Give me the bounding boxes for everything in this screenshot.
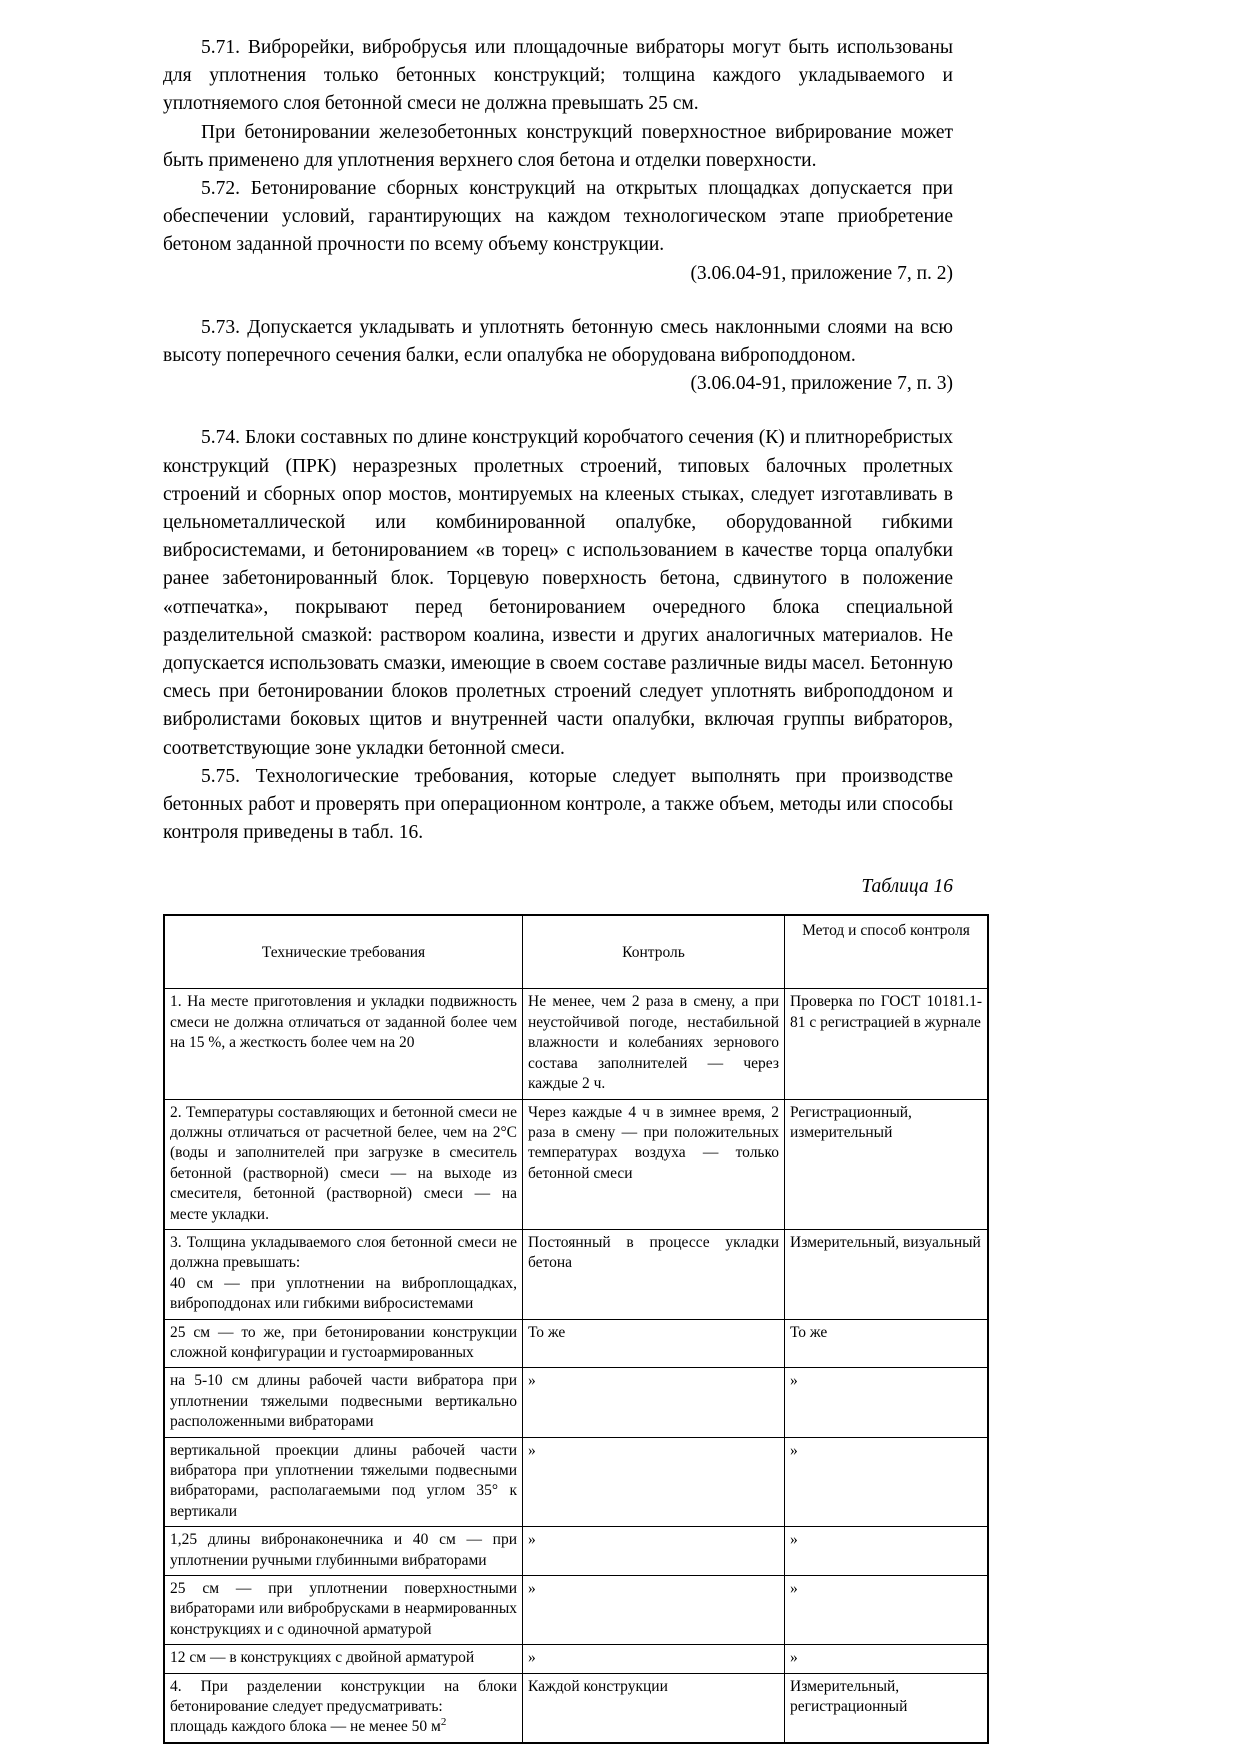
cell-method-ditto: »	[785, 1368, 989, 1437]
spacer-before-caption	[163, 847, 953, 873]
area-superscript: 2	[440, 1716, 447, 1729]
table-row	[164, 1527, 988, 1576]
cell-control: Не менее, чем 2 раза в смену, а при неустойчивой погоде, нестабильной влажности и колебаниях зернового состава заполнителей — через каждые 2 ч.	[523, 989, 785, 1099]
reference-citation-2: (3.06.04-91, приложение 7, п. 3)	[690, 373, 953, 395]
table-row	[164, 989, 988, 1099]
table-row	[164, 1576, 988, 1645]
cell-method-ditto: »	[785, 1527, 989, 1576]
cell-requirement: 3. Толщина укладываемого слоя бетонной смеси не должна превышать: 40 см — при уплотнении на виброплощадках, виброподдонах или гибкими вибросистемами	[164, 1229, 523, 1319]
cell-requirement: на 5-10 см длины рабочей части вибратора при уплотнении тяжелыми подвесными вертикально расположенными вибраторами	[164, 1368, 523, 1437]
cell-method-ditto: »	[785, 1437, 989, 1527]
cell-method: То же	[785, 1319, 989, 1368]
column-header-control: Контроль	[523, 915, 785, 989]
paragraph-5-75: 5.75. Технологические требования, которые следует выполнять при производстве бетонных работ и проверять при операционном контроле, а также объем, методы или способы контроля приведены в табл. 16.	[163, 765, 953, 844]
table-header-row	[164, 915, 988, 989]
cell-method: Регистрационный, измерительный	[785, 1099, 989, 1229]
cell-control-ditto: »	[523, 1645, 785, 1673]
cell-requirement: 1. На месте приготовления и укладки подвижность смеси не должна отличаться от заданной более чем на 15 %, а жесткость более чем на 20	[164, 989, 523, 1099]
table-header	[164, 915, 988, 989]
cell-method: Измерительный, визуальный	[785, 1229, 989, 1319]
cell-control: Постоянный в процессе укладки бетона	[523, 1229, 785, 1319]
table-row	[164, 1437, 988, 1527]
column-header-requirements: Технические требования	[164, 915, 523, 989]
paragraph-5-72: 5.72. Бетонирование сборных конструкций на открытых площадках допускается при обеспечении условий, гарантирующих на каждом технологическом этапе приобретение бетоном заданной прочности по всему объему конструкции.	[163, 178, 953, 256]
cell-requirement: вертикальной проекции длины рабочей части вибратора при уплотнении тяжелыми подвесными вибраторами, располагаемыми под углом 35° к вертикали	[164, 1437, 523, 1527]
cell-method: Измерительный, регистрационный	[785, 1673, 989, 1743]
cell-control: Через каждые 4 ч в зимнее время, 2 раза в смену — при положительных температурах воздуха — только бетонной смеси	[523, 1099, 785, 1229]
table-row	[164, 1673, 988, 1743]
requirement-area-text	[170, 1718, 446, 1735]
top-spacer	[163, 0, 953, 34]
spacer-after-reference-1	[163, 288, 953, 314]
cell-method-ditto: »	[785, 1645, 989, 1673]
table-row	[164, 1099, 988, 1229]
paragraph-5-74: 5.74. Блоки составных по длине конструкций коробчатого сечения (К) и плитноребристых конструкций (ПРК) неразрезных пролетных строений, типовых балочных пролетных строений и сборных опор мостов, монтируемых на клееных стыках, следует изготавливать в цельнометаллической или комбинированной опалубке, оборудованной гибкими вибросистемами, и бетонированием «в торец» с использованием в качестве торца опалубки ранее забетонированный блок. Торцевую поверхность бетона, сдвинутого в положение «отпечатка», покрывают перед бетонированием очередного блока специальной разделительной смазкой: раствором коалина, извести и других аналогичных материалов. Не допускается использовать смазки, имеющие в своем составе различные виды масел. Бетонную смесь при бетонировании блоков пролетных строений следует уплотнять виброподдоном и вибролистами боковых щитов и внутренней части опалубки, включая группы вибраторов, соответствующие зоне укладки бетонной смеси.	[163, 427, 953, 759]
table-row	[164, 1645, 988, 1673]
paragraph-5-73: 5.73. Допускается укладывать и уплотнять бетонную смесь наклонными слоями на всю высоту поперечного сечения балки, если опалубка не оборудована виброподдоном.	[163, 316, 953, 367]
cell-requirement: 25 см — при уплотнении поверхностными вибраторами или вибробрусками в неармированных конструкциях и с одиночной арматурой	[164, 1576, 523, 1645]
cell-control-ditto: »	[523, 1576, 785, 1645]
paragraph-5-71-b: При бетонировании железобетонных конструкций поверхностное вибрирование может быть применено для уплотнения верхнего слоя бетона и отделки поверхности.	[163, 121, 953, 171]
requirements-table	[163, 914, 989, 1743]
table-caption: Таблица 16	[861, 876, 953, 898]
cell-control: Каждой конструкции	[523, 1673, 785, 1743]
reference-citation-1: (3.06.04-91, приложение 7, п. 2)	[690, 262, 953, 284]
column-header-method: Метод и способ контроля	[785, 915, 989, 989]
cell-method-ditto: »	[785, 1576, 989, 1645]
table-row	[164, 1368, 988, 1437]
table-row	[164, 1229, 988, 1319]
cell-method: Проверка по ГОСТ 10181.1-81 с регистрацией в журнале	[785, 989, 989, 1099]
paragraph-5-71-a: 5.71. Виброрейки, вибробрусья или площадочные вибраторы могут быть использованы для уплотнения только бетонных конструкций; толщина каждого укладываемого и уплотняемого слоя бетонной смеси не должна превышать 25 см.	[163, 37, 953, 115]
table-body	[164, 989, 988, 1743]
cell-control-ditto: »	[523, 1527, 785, 1576]
cell-requirement: 2. Температуры составляющих и бетонной смеси не должны отличаться от расчетной белее, чем на 2°С (воды и заполнителей при загрузке в смеситель бетонной (растворной) смеси — на выходе из смесителя, бетонной (растворной) смеси — на месте укладки.	[164, 1099, 523, 1229]
table-row	[164, 1319, 988, 1368]
cell-requirement: 12 см — в конструкциях с двойной арматурой	[164, 1645, 523, 1673]
cell-control-ditto: »	[523, 1437, 785, 1527]
cell-requirement: 25 см — то же, при бетонировании конструкции сложной конфигурации и густоармированных	[164, 1319, 523, 1368]
cell-requirement: 1,25 длины вибронаконечника и 40 см — при уплотнении ручными глубинными вибраторами	[164, 1527, 523, 1576]
document-page	[163, 0, 982, 1744]
spacer-after-reference-2	[163, 398, 953, 424]
requirement-area-label: площадь каждого блока — не менее 50 м	[170, 1718, 441, 1736]
requirement-prefix-text: 4. При разделении конструкции на блоки бетонирование следует предусматривать:	[170, 1677, 517, 1716]
cell-control-ditto: »	[523, 1368, 785, 1437]
cell-control: То же	[523, 1319, 785, 1368]
cell-requirement	[164, 1673, 523, 1743]
